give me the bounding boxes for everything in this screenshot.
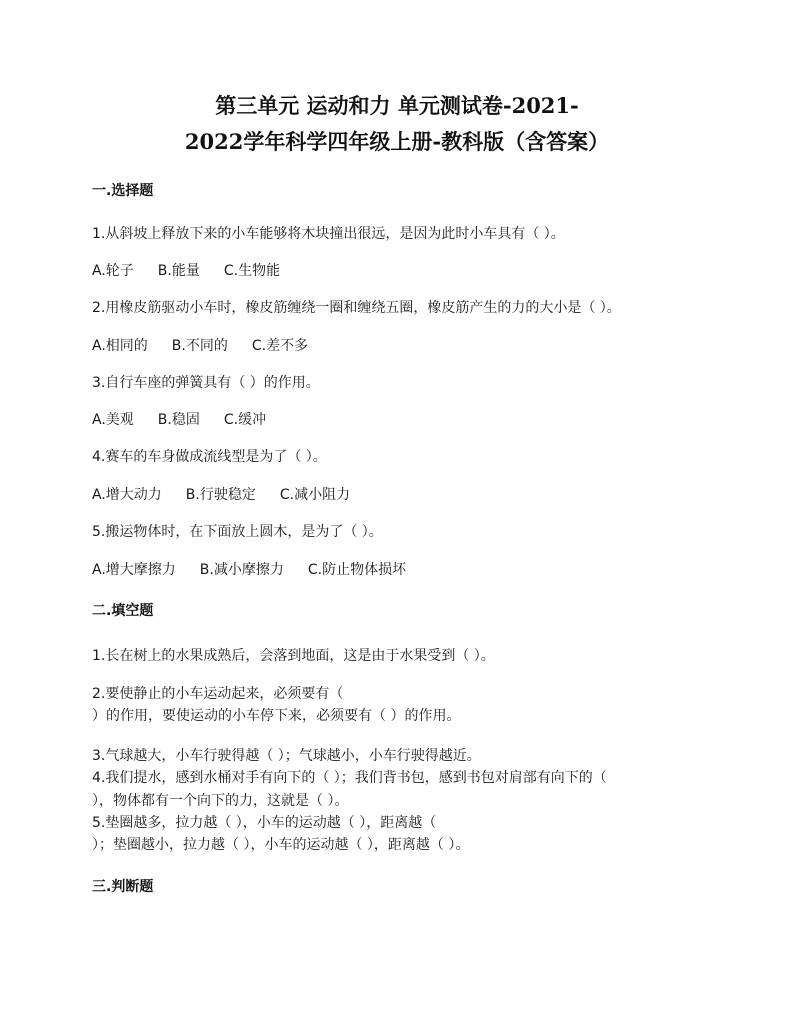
fill-line-2: 2.要使静止的小车运动起来，必须要有（ [92,686,344,702]
fill-line-8: ）；垫圈越小，拉力越（ ），小车的运动越（ ），距离越（ ）。 [92,837,470,853]
option: C.防止物体损坏 [307,562,407,578]
doc-title-line1: 第三单元 运动和力 单元测试卷-2021- [215,93,579,118]
fill-line-4: 3.气球越大，小车行驶得越（ ）；气球越小，小车行驶得越近。 [92,748,481,764]
fill-line-5: 4.我们提水，感到水桶对手有向下的（ ）；我们背书包，感到书包对肩部有向下的（ [92,770,607,786]
option: B.行驶稳定 [185,487,256,503]
question-3: 3.自行车座的弹簧具有（ ）的作用。 [92,375,320,391]
option: A.增大动力 [92,487,162,503]
doc-title-line2: 2022学年科学四年级上册-教科版（含答案） [184,129,610,154]
option: B.减小摩擦力 [199,562,284,578]
fill-line-7: 5.垫圈越多，拉力越（ ），小车的运动越（ ），距离越（ [92,815,437,831]
option: C.差不多 [251,338,309,354]
options-4 [92,485,374,505]
question-5: 5.搬运物体时，在下面放上圆木，是为了（ ）。 [92,524,383,540]
option: A.相同的 [92,338,148,354]
fill-line-1: 1.长在树上的水果成熟后，会落到地面，这是由于水果受到（ ）。 [92,648,495,664]
option: A.增大摩擦力 [92,562,176,578]
option: C.缓冲 [223,412,267,428]
section-heading-fill: 二.填空题 [92,603,154,619]
fill-line-3: ）的作用，要使运动的小车停下来，必须要有（ ）的作用。 [92,708,461,724]
option: B.能量 [157,263,200,279]
option: B.不同的 [171,338,228,354]
question-1: 1.从斜坡上释放下来的小车能够将木块撞出很远，是因为此时小车具有（ ）。 [92,226,565,242]
option: A.美观 [92,412,134,428]
section-heading-choice: 一.选择题 [92,183,154,199]
fill-line-6: ），物体都有一个向下的力，这就是（ ）。 [92,793,349,809]
options-1 [92,261,304,281]
option: A.轮子 [92,263,134,279]
option: C.减小阻力 [279,487,351,503]
section-heading-judge: 三.判断题 [92,879,154,895]
option: B.稳固 [157,412,200,428]
options-2 [92,336,332,356]
options-5 [92,560,430,580]
question-2: 2.用橡皮筋驱动小车时，橡皮筋缠绕一圈和缠绕五圈，橡皮筋产生的力的大小是（ ）。 [92,300,621,316]
question-4: 4.赛车的车身做成流线型是为了（ ）。 [92,449,327,465]
option: C.生物能 [223,263,281,279]
options-3 [92,410,290,430]
